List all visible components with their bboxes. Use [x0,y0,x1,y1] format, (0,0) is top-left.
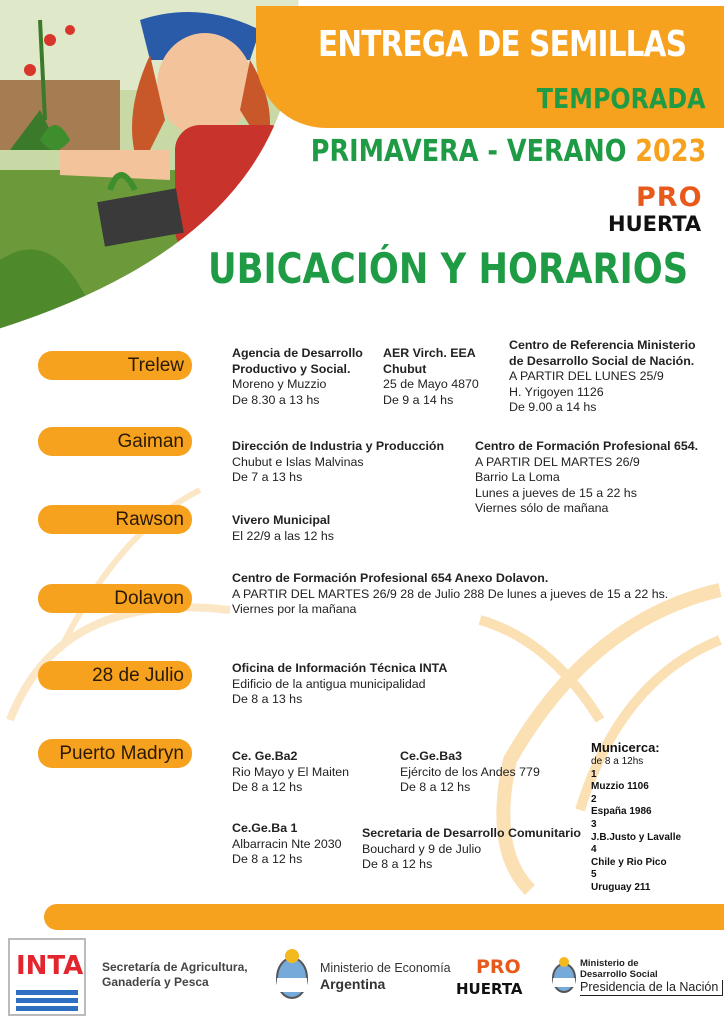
site-hours: De 8 a 12 hs [232,852,303,867]
site-extra: Viernes sólo de mañana [475,501,609,516]
rawson-site-vivero [232,513,472,544]
site-name: Ce. Ge.Ba2 [232,749,298,763]
location-pill-28-de-julio: 28 de Julio [38,661,192,690]
site-name: Secretaria de Desarrollo Comunitario [362,826,581,840]
site-address: 25 de Mayo 4870 [383,377,479,392]
municerca-item: 3 [591,818,597,830]
argentina-coat-of-arms-icon [272,946,312,1004]
site-address: Albarracin Nte 2030 [232,836,342,851]
gaiman-site-centro-formacion [475,439,715,517]
site-hours: De 8 a 12 hs [362,857,433,872]
location-pill-gaiman: Gaiman [38,427,192,456]
site-hours: De 7 a 13 hs [232,470,303,485]
municerca-item: Uruguay 211 [591,881,651,893]
site-name: Vivero Municipal [232,513,331,527]
site-address: H. Yrigoyen 1126 [509,384,604,399]
site-name: Ce.Ge.Ba 1 [232,821,298,835]
site-note: A PARTIR DEL LUNES 25/9 [509,369,664,384]
madryn-site-cegeba1 [232,821,357,868]
economia-line1: Ministerio de Economía [320,961,451,975]
ministerio-economia-logo [320,960,451,992]
site-address: Barrio La Loma [475,470,560,485]
site-name: Oficina de Información Técnica INTA [232,661,448,675]
site-details: A PARTIR DEL MARTES 26/9 28 de Julio 288 De lunes a jueves de 15 a 22 hs. [232,586,669,601]
site-hours: De 8 a 13 hs [232,692,303,707]
site-name: AER Virch. EEA [383,346,476,360]
temporada-label: TEMPORADA [537,82,706,115]
site-hours: El 22/9 a las 12 hs [232,528,334,543]
municerca-item: J.B.Justo y Lavalle [591,831,682,843]
site-address: Bouchard y 9 de Julio [362,841,482,856]
site-name: Centro de Referencia Ministerio [509,338,696,352]
year-label: 2023 [635,134,706,169]
trelew-site-centro-referencia [509,338,719,416]
secretaria-agricultura-logo [102,960,248,990]
secretaria-line2: Ganadería y Pesca [102,975,209,989]
site-address: Ejército de los Andes 779 [400,764,540,779]
mds-line3: Presidencia de la Nación [580,980,723,996]
footer-prohuerta-huerta: HUERTA [456,980,523,998]
mds-coat-of-arms-icon [550,956,578,996]
inta-wordmark: INTA [16,948,78,984]
municerca-item: 2 [591,793,597,805]
madryn-site-secretaria [362,826,587,873]
municerca-item: Muzzio 1106 [591,781,649,793]
municerca-item: España 1986 [591,806,652,818]
location-pill-rawson: Rawson [38,505,192,534]
julio-site-oficina-inta [232,661,532,708]
secretaria-line1: Secretaría de Agricultura, [102,960,248,974]
site-name: Centro de Formación Profesional 654. [475,439,699,453]
trelew-site-aer [383,346,503,408]
location-pill-trelew: Trelew [38,351,192,380]
inta-logo [8,938,86,1016]
mds-line2: Desarrollo Social [580,969,658,980]
inta-stripe [16,1006,78,1011]
site-name: Dirección de Industria y Producción [232,439,445,453]
municerca-item: Chile y Rio Pico [591,856,667,868]
site-name: Ce.Ge.Ba3 [400,749,462,763]
season-label: PRIMAVERA - VERANO [310,134,627,169]
site-hours: De 9.00 a 14 hs [509,400,597,415]
municerca-hours: de 8 a 12hs [591,756,644,767]
site-name-cont: Productivo y Social. [232,361,351,376]
site-name-cont: Chubut [383,361,427,376]
footer-prohuerta-pro: PRO [476,956,521,978]
site-address: Chubut e Islas Malvinas [232,454,364,469]
inta-stripe [16,990,78,995]
site-hours: De 8 a 12 hs [400,780,471,795]
dolavon-site-centro-formacion [232,571,712,618]
site-address: Rio Mayo y El Maiten [232,764,350,779]
municerca-item: 5 [591,869,597,881]
madryn-site-cegeba3 [400,749,580,796]
gaiman-site-direccion [232,439,472,486]
municerca-title: Municerca: [591,740,660,755]
municerca-list [591,740,681,895]
main-title: ENTREGA DE SEMILLAS [318,24,687,65]
economia-line2: Argentina [320,976,386,992]
site-hours: De 8 a 12 hs [232,780,303,795]
site-name: Agencia de Desarrollo [232,346,363,360]
municerca-item: 4 [591,844,597,856]
section-title: UBICACIÓN Y HORARIOS [208,244,689,293]
site-name-cont: de Desarrollo Social de Nación. [509,353,695,368]
inta-stripe [16,998,78,1003]
trelew-site-agencia [232,346,382,408]
prohuerta-logo-huerta: HUERTA [608,212,702,236]
municerca-item: 1 [591,768,597,780]
footer-logos [0,930,724,1024]
location-pill-dolavon: Dolavon [38,584,192,613]
site-name: Centro de Formación Profesional 654 Anexo Dolavon. [232,571,549,585]
site-extra: Viernes por la mañana [232,602,357,617]
mds-line1: Ministerio de [580,958,639,969]
site-hours: De 9 a 14 hs [383,392,454,407]
season-title [311,134,706,169]
footer-accent-bar [44,904,724,930]
madryn-site-cegeba2 [232,749,392,796]
site-hours: De 8.30 a 13 hs [232,392,320,407]
site-hours: Lunes a jueves de 15 a 22 hs [475,485,637,500]
site-address: Moreno y Muzzio [232,377,327,392]
location-pill-puerto-madryn: Puerto Madryn [38,739,192,768]
site-address: Edificio de la antigua municipalidad [232,676,426,691]
prohuerta-logo-pro: PRO [636,182,703,213]
ministerio-desarrollo-social-logo [580,958,723,996]
site-note: A PARTIR DEL MARTES 26/9 [475,454,640,469]
